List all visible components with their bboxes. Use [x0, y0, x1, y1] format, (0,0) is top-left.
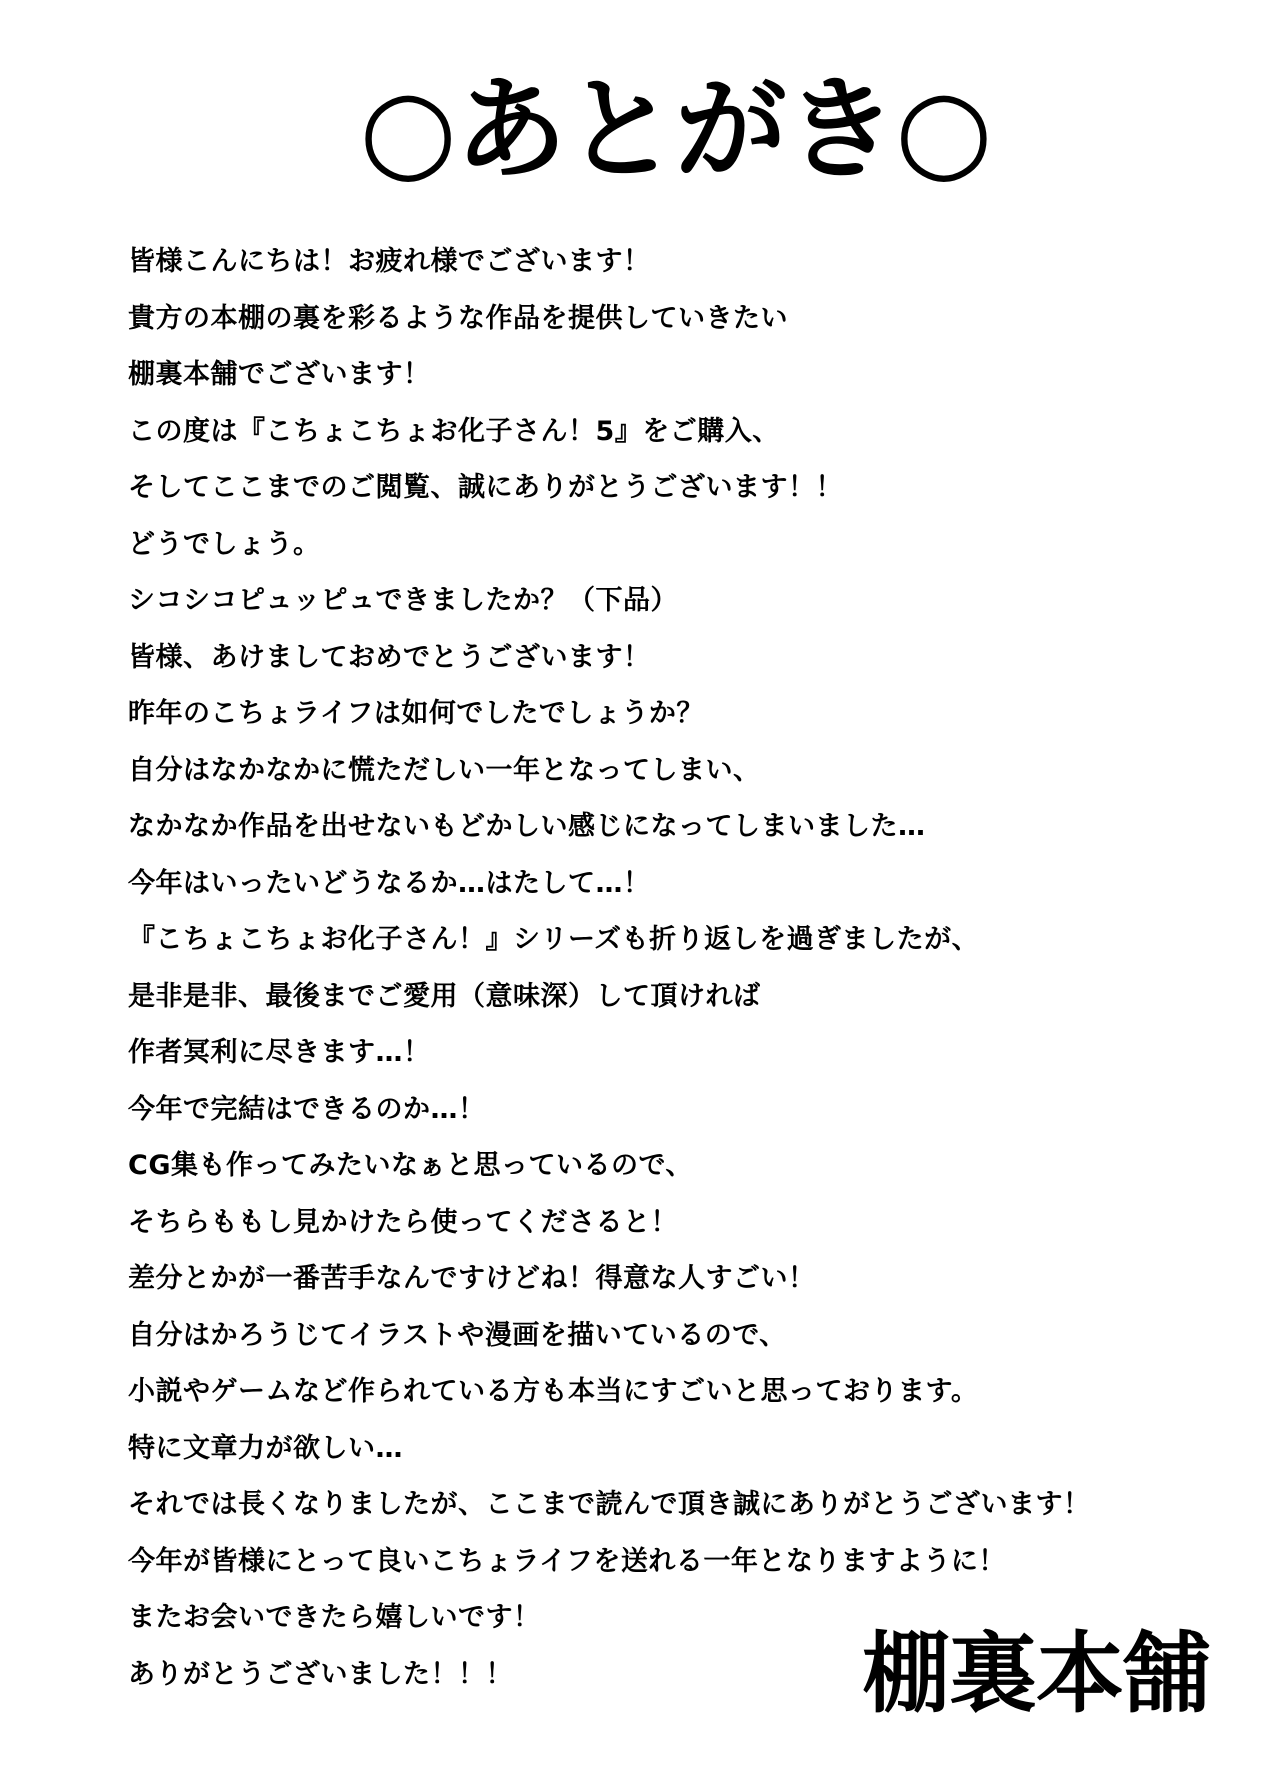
- body-line: 『こちょこちょお化子さん！』シリーズも折り返しを過ぎましたが、: [128, 924, 980, 955]
- body-line: それでは長くなりましたが、ここまで読んで頂き誠にありがとうございます！: [128, 1489, 1091, 1520]
- body-line: なかなか作品を出せないもどかしい感じになってしまいました…: [128, 811, 926, 842]
- body-line: 今年が皆様にとって良いこちょライフを送れる一年となりますように！: [128, 1545, 1006, 1577]
- body-line: どうでしょう。: [128, 528, 321, 560]
- body-line: 皆様、あけましておめでとうございます！: [128, 641, 651, 673]
- circle-signature: 棚裏本舗: [862, 1622, 1211, 1725]
- body-line: 作者冥利に尽きます…！: [128, 1037, 431, 1068]
- body-line: 特に文章力が欲しい…: [128, 1432, 403, 1464]
- body-line: 是非是非、最後までご愛用（意味深）して頂ければ: [128, 980, 761, 1012]
- body-line: 差分とかが一番苦手なんですけどね！得意な人すごい！: [128, 1263, 816, 1294]
- body-line: 昨年のこちょライフは如何でしたでしょうか？: [128, 698, 704, 729]
- body-line: CG集も作ってみたいなぁと思っているので、: [128, 1150, 693, 1181]
- body-line: 貴方の本棚の裏を彩るような作品を提供していきたい: [128, 302, 788, 334]
- body-line: 今年はいったいどうなるか…はたして…！: [128, 867, 651, 899]
- page-title: ○あとがき○: [359, 65, 991, 195]
- body-line: 棚裏本舗でございます！: [128, 359, 431, 390]
- body-line: 今年で完結はできるのか…！: [128, 1093, 486, 1125]
- body-line: 皆様こんにちは！お疲れ様でございます！: [128, 246, 651, 277]
- body-text: [128, 234, 1091, 1703]
- body-line: 自分はかろうじてイラストや漫画を描いているので、: [128, 1319, 787, 1351]
- body-line: 自分はなかなかに慌ただしい一年となってしまい、: [128, 754, 761, 786]
- body-line: そちらももし見かけたら使ってくださると！: [128, 1206, 678, 1238]
- body-line: またお会いできたら嬉しいです！: [128, 1602, 541, 1633]
- body-line: ありがとうございました！！！: [128, 1658, 513, 1690]
- body-line: この度は『こちょこちょお化子さん！5』をご購入、: [128, 415, 780, 447]
- body-line: そしてここまでのご閲覧、誠にありがとうございます！！: [128, 472, 843, 503]
- body-line: 小説やゲームなど作られている方も本当にすごいと思っております。: [128, 1376, 979, 1407]
- body-line: シコシコピュッピュできましたか？（下品）: [128, 585, 678, 616]
